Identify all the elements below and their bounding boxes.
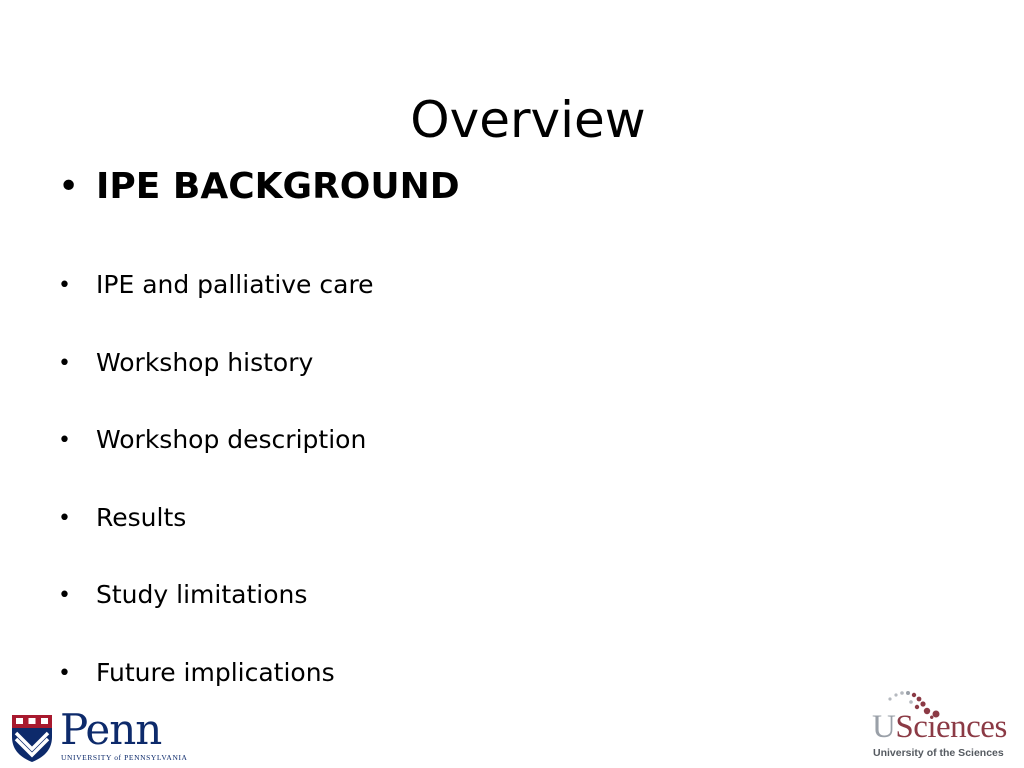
- list-item-text: Future implications: [96, 657, 335, 687]
- list-item: [58, 265, 374, 343]
- list-item: [58, 575, 374, 653]
- bullet-icon: •: [58, 660, 71, 686]
- penn-wordmark: Penn: [60, 705, 162, 754]
- usciences-logo: [872, 690, 1022, 766]
- bullet-icon: •: [58, 428, 71, 453]
- list-item: [58, 343, 374, 421]
- list-item-text: Workshop history: [96, 347, 314, 377]
- list-item: [58, 498, 374, 576]
- bullet-icon: •: [58, 273, 71, 298]
- slide-title: Overview: [410, 91, 646, 149]
- penn-subtitle: UNIVERSITY of PENNSYLVANIA: [61, 753, 188, 762]
- usciences-wordmark: USciences: [872, 709, 1007, 745]
- list-item-text: Study limitations: [96, 580, 308, 609]
- bullet-icon: •: [58, 350, 71, 376]
- usciences-subtitle: University of the Sciences: [873, 747, 1004, 759]
- bullet-icon: •: [58, 583, 71, 608]
- bullet-icon: •: [58, 166, 80, 207]
- bullet-icon: •: [58, 505, 71, 531]
- penn-shield-icon: [10, 713, 54, 763]
- list-item-text: Workshop description: [96, 425, 367, 454]
- main-bullet-text: IPE BACKGROUND: [96, 166, 460, 207]
- list-item-text: IPE and palliative care: [96, 270, 374, 299]
- list-item-text: Results: [96, 502, 187, 532]
- main-bullet: [58, 163, 460, 211]
- list-item: [58, 420, 374, 498]
- penn-logo: [10, 705, 188, 765]
- bullet-list: [58, 265, 374, 730]
